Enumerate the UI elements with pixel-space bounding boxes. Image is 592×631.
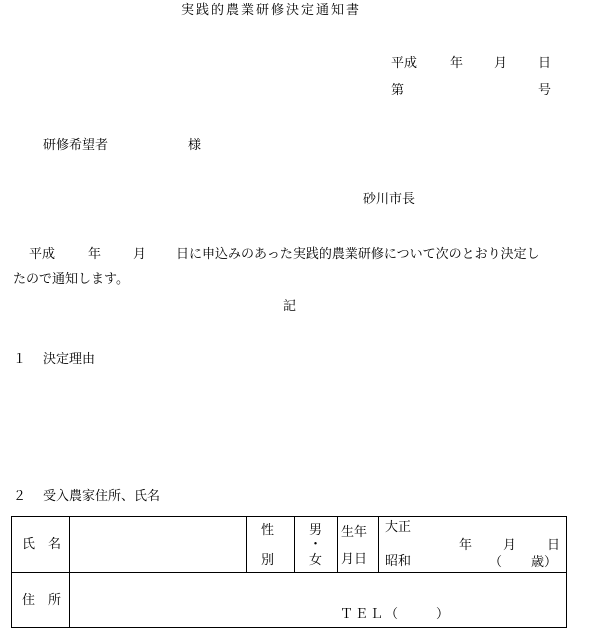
birth-value-cell[interactable] [379, 517, 567, 573]
number-suffix: 号 [538, 83, 552, 98]
date-era: 平成 [391, 56, 418, 71]
tel-label: ＴＥＬ（ [340, 607, 401, 622]
ki-mark: 記 [283, 299, 297, 314]
sex-separator: ・ [309, 537, 323, 552]
birth-month: 月 [503, 538, 517, 553]
body-era: 平成 [29, 247, 56, 262]
address-label-cell [12, 573, 70, 628]
section2-number: ２ [13, 489, 27, 504]
body-rest: 日に申込みのあった実践的農業研修について次のとおり決定し [176, 247, 540, 262]
sex-label-cell [247, 517, 295, 573]
tel-close: ） [436, 607, 450, 622]
sex-value-cell[interactable] [295, 517, 338, 573]
date-month: 月 [494, 56, 508, 71]
body-month: 月 [133, 247, 147, 262]
sex-label-bottom: 別 [261, 553, 275, 568]
name-label-cell [12, 517, 70, 573]
birth-label-bottom: 月日 [341, 552, 368, 567]
name-label: 氏 名 [22, 537, 62, 552]
address-label: 住 所 [22, 593, 62, 608]
birth-year: 年 [459, 538, 473, 553]
era-taisho: 大正 [385, 520, 412, 535]
sex-label-top: 性 [261, 523, 275, 538]
section2-label: 受入農家住所、氏名 [43, 489, 161, 504]
number-prefix: 第 [391, 83, 405, 98]
recipient-label: 研修希望者 [43, 138, 109, 153]
host-farm-table [11, 516, 567, 628]
date-year: 年 [450, 56, 464, 71]
section1-number: １ [13, 352, 27, 367]
body-year: 年 [88, 247, 102, 262]
sex-female: 女 [309, 553, 323, 568]
name-value-cell[interactable] [70, 517, 247, 573]
sex-male: 男 [309, 523, 323, 538]
date-day: 日 [538, 56, 552, 71]
era-showa: 昭和 [385, 554, 412, 569]
birth-label-cell [338, 517, 379, 573]
birth-day: 日 [547, 538, 561, 553]
age-open: （ [489, 555, 503, 570]
issuer: 砂川市長 [363, 192, 416, 207]
address-value-cell[interactable] [70, 573, 567, 628]
body-line2: たので通知します。 [13, 272, 129, 287]
section1-label: 決定理由 [43, 352, 96, 367]
age-close: 歳） [531, 555, 558, 570]
recipient-honorific: 様 [188, 138, 202, 153]
birth-label-top: 生年 [341, 525, 368, 540]
document-title: 実践的農業研修決定通知書 [181, 3, 362, 18]
